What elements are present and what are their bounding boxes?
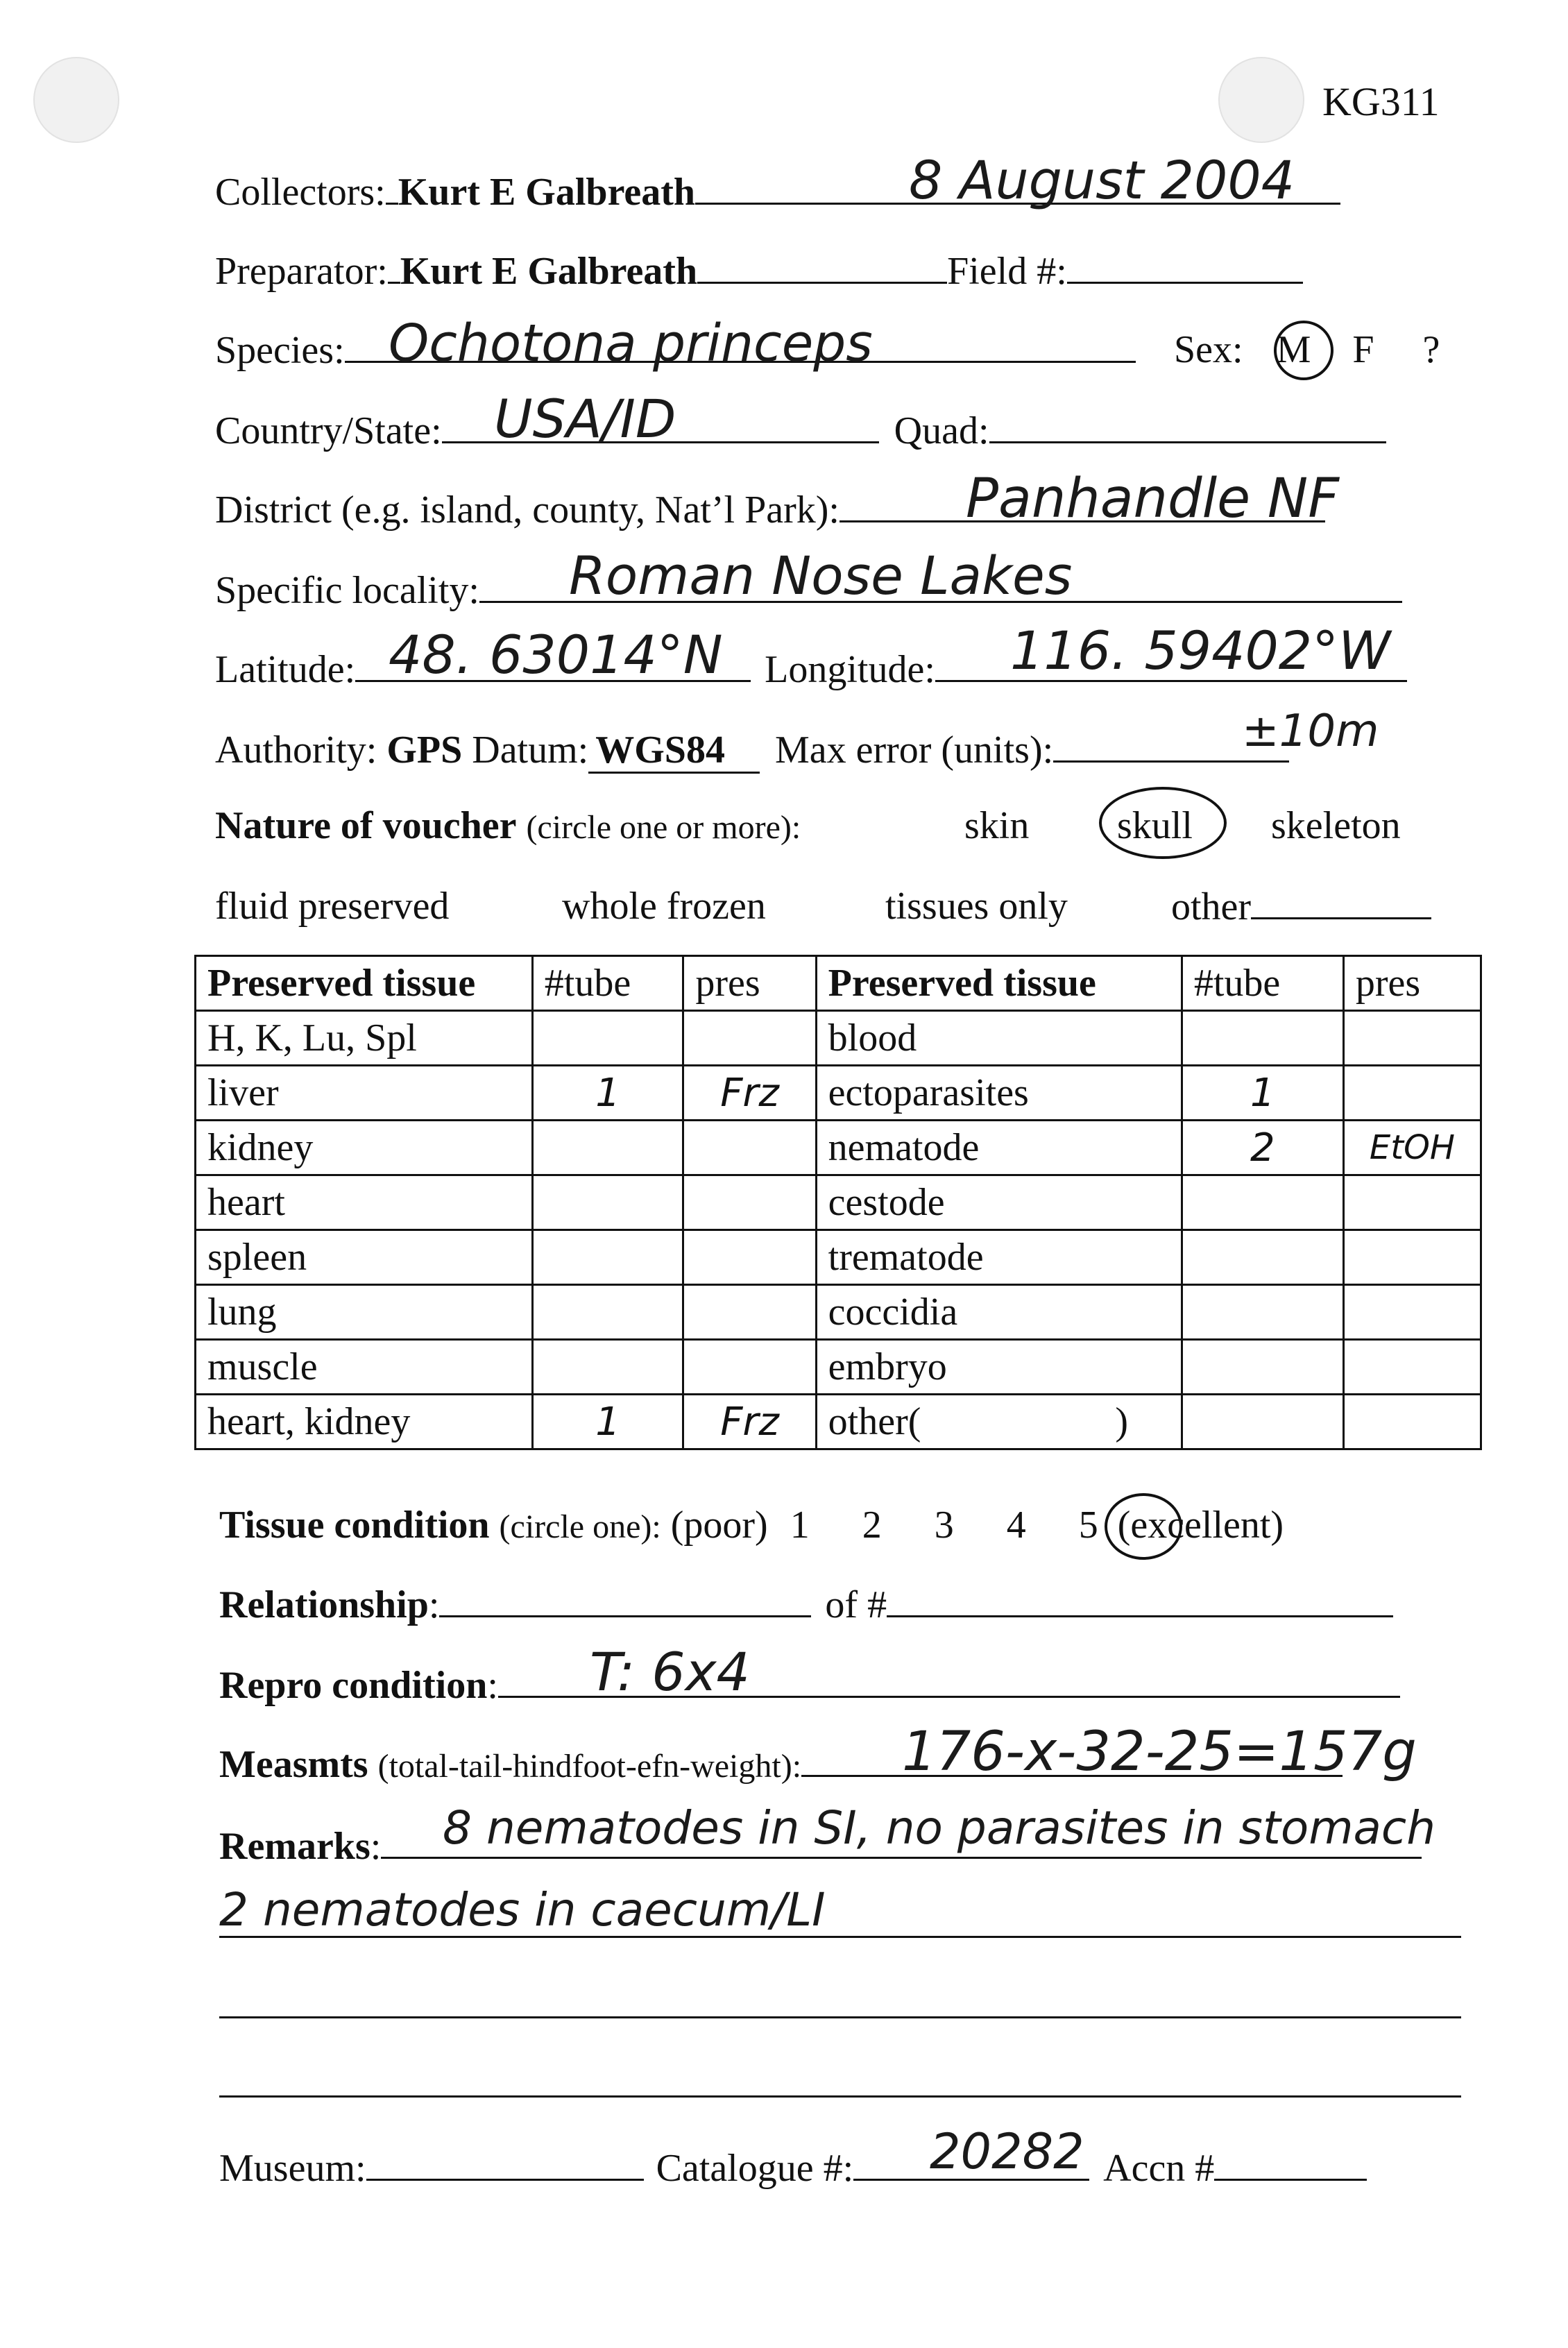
pres-cell: Frz — [683, 1066, 816, 1121]
repro-colon: : — [487, 1664, 498, 1707]
remarks-colon: : — [370, 1825, 382, 1868]
pres-cell — [1343, 1175, 1481, 1230]
remarks-line-2: 2 nematodes in caecum/LI — [219, 1883, 826, 1937]
condition-option-5: 5 — [1078, 1504, 1098, 1547]
tube-cell — [532, 1121, 683, 1175]
sex-option-unknown: ? — [1422, 328, 1440, 371]
voucher-option-other — [1171, 887, 1431, 926]
pres-cell — [683, 1175, 816, 1230]
datum-label: Datum: — [472, 729, 589, 772]
condition-selection-circle — [1105, 1493, 1182, 1560]
tube-cell: 2 — [1182, 1121, 1343, 1175]
country-label: Country/State: — [215, 409, 442, 452]
sex-label: Sex: — [1174, 328, 1243, 371]
relationship-colon: : — [428, 1583, 440, 1626]
max-error-label: Max error (units): — [774, 729, 1054, 772]
relationship-label: Relationship — [219, 1583, 429, 1626]
repro-value: T: 6x4 — [590, 1641, 750, 1703]
tube-cell — [532, 1340, 683, 1395]
max-error-value: ±10m — [1242, 706, 1379, 757]
tube-cell — [1182, 1395, 1343, 1449]
remarks-blank-3 — [219, 1986, 1461, 2025]
tube-cell — [1182, 1230, 1343, 1285]
footer-row — [219, 2148, 1367, 2188]
measurements-value: 176-x-32-25=157g — [902, 1721, 1417, 1783]
condition-option-3: 3 — [934, 1504, 954, 1547]
tube-cell — [532, 1285, 683, 1340]
sex-option-m: M — [1276, 328, 1311, 371]
tissue-cell: spleen — [196, 1230, 533, 1285]
header-pres-left: pres — [683, 956, 816, 1011]
tube-cell — [532, 1175, 683, 1230]
authority-gps: GPS — [386, 729, 463, 772]
condition-option-1: 1 — [790, 1504, 810, 1547]
condition-hint: (circle one): — [499, 1508, 661, 1545]
catalogue-value: 20282 — [930, 2123, 1084, 2180]
preparator-value: Kurt E Galbreath — [400, 250, 698, 293]
field-number-label: Field #: — [947, 250, 1067, 293]
tissue-cell: H, K, Lu, Spl — [196, 1011, 533, 1066]
species-value: Ochotona princeps — [389, 314, 873, 373]
voucher-row — [215, 806, 801, 845]
longitude-label: Longitude: — [765, 648, 935, 691]
tissue-cell: kidney — [196, 1121, 533, 1175]
tissue-cell: nematode — [816, 1121, 1182, 1175]
voucher-option-tissues: tissues only — [885, 885, 1068, 928]
voucher-option-frozen: whole frozen — [562, 885, 766, 928]
collectors-label: Collectors: — [215, 171, 386, 214]
collectors-value: Kurt E Galbreath — [398, 171, 696, 214]
condition-excellent: (excellent) — [1117, 1504, 1284, 1547]
voucher-label: Nature of voucher — [215, 804, 517, 847]
tube-cell: 1 — [1182, 1066, 1343, 1121]
sex-selection-circle — [1274, 321, 1333, 380]
pres-cell — [1343, 1011, 1481, 1066]
pres-cell — [1343, 1395, 1481, 1449]
condition-label: Tissue condition — [219, 1504, 490, 1547]
card-id: KG311 — [1322, 79, 1440, 124]
district-value: Panhandle NF — [966, 468, 1340, 530]
datum-value: WGS84 — [588, 729, 760, 774]
header-tube-right: #tube — [1182, 956, 1343, 1011]
tube-cell — [1182, 1175, 1343, 1230]
relationship-of-label: of # — [825, 1583, 887, 1626]
condition-option-4: 4 — [1006, 1504, 1026, 1547]
condition-poor: (poor) — [670, 1504, 768, 1547]
pres-cell: EtOH — [1343, 1121, 1481, 1175]
tissue-cell: cestode — [816, 1175, 1182, 1230]
table-row — [196, 1340, 1481, 1395]
authority-label: Authority: — [215, 729, 377, 772]
pres-cell — [683, 1230, 816, 1285]
accn-label: Accn # — [1103, 2147, 1215, 2190]
tissue-cell: liver — [196, 1066, 533, 1121]
measurements-label: Measmts — [219, 1743, 368, 1786]
header-tissue-left: Preserved tissue — [196, 956, 533, 1011]
voucher-selection-circle — [1099, 787, 1227, 859]
table-header-row — [196, 956, 1481, 1011]
tube-cell — [532, 1230, 683, 1285]
tissue-cell: coccidia — [816, 1285, 1182, 1340]
tissue-cell: trematode — [816, 1230, 1182, 1285]
remarks-label: Remarks — [219, 1825, 370, 1868]
district-label: District (e.g. island, county, Nat’l Park): — [215, 488, 840, 531]
pres-cell — [1343, 1066, 1481, 1121]
voucher-other-label: other — [1171, 885, 1252, 928]
preparator-row — [215, 251, 1303, 291]
country-row — [215, 411, 1386, 450]
authority-row — [215, 729, 1289, 772]
tube-cell — [1182, 1340, 1343, 1395]
punch-hole-right — [1218, 57, 1304, 143]
repro-label: Repro condition — [219, 1664, 488, 1707]
pres-cell — [1343, 1340, 1481, 1395]
relationship-row — [219, 1585, 1393, 1624]
voucher-option-skin: skin — [964, 804, 1030, 847]
latitude-label: Latitude: — [215, 648, 356, 691]
latitude-value: 48. 63014°N — [389, 624, 723, 686]
collection-date: 8 August 2004 — [909, 149, 1295, 211]
tissue-cell: other( ) — [816, 1395, 1182, 1449]
pres-cell — [1343, 1285, 1481, 1340]
remarks-line-1: 8 nematodes in SI, no parasites in stomach — [443, 1801, 1436, 1855]
sex-option-f: F — [1352, 328, 1374, 371]
tube-cell: 1 — [532, 1066, 683, 1121]
pres-cell — [683, 1285, 816, 1340]
voucher-hint: (circle one or more): — [526, 809, 801, 846]
table-row — [196, 1175, 1481, 1230]
tube-cell — [1182, 1011, 1343, 1066]
table-row — [196, 1395, 1481, 1449]
locality-label: Specific locality: — [215, 569, 479, 612]
repro-row — [219, 1665, 1400, 1705]
quad-label: Quad: — [894, 409, 989, 452]
species-label: Species: — [215, 329, 345, 372]
measurements-hint: (total-tail-hindfoot-efn-weight): — [377, 1748, 802, 1785]
pres-cell — [683, 1340, 816, 1395]
header-pres-right: pres — [1343, 956, 1481, 1011]
country-value: USA/ID — [494, 388, 676, 450]
table-row — [196, 1230, 1481, 1285]
voucher-option-skull: skull — [1117, 804, 1193, 847]
tissue-cell: blood — [816, 1011, 1182, 1066]
locality-value: Roman Nose Lakes — [569, 545, 1073, 606]
tube-cell: 1 — [532, 1395, 683, 1449]
punch-hole-left — [33, 57, 119, 143]
catalogue-label: Catalogue #: — [656, 2147, 854, 2190]
table-row — [196, 1066, 1481, 1121]
remarks-blank-4 — [219, 2065, 1461, 2104]
pres-cell — [1343, 1230, 1481, 1285]
header-tube-left: #tube — [532, 956, 683, 1011]
tissue-cell: heart, kidney — [196, 1395, 533, 1449]
pres-cell — [683, 1011, 816, 1066]
table-row — [196, 1285, 1481, 1340]
voucher-option-fluid: fluid preserved — [215, 885, 450, 928]
pres-cell: Frz — [683, 1395, 816, 1449]
tube-cell — [1182, 1285, 1343, 1340]
preserved-tissue-table — [194, 955, 1482, 1450]
tissue-cell: ectoparasites — [816, 1066, 1182, 1121]
preparator-label: Preparator: — [215, 250, 388, 293]
tissue-cell: heart — [196, 1175, 533, 1230]
tissue-cell: embryo — [816, 1340, 1182, 1395]
tissue-cell: muscle — [196, 1340, 533, 1395]
longitude-value: 116. 59402°W — [1010, 620, 1391, 681]
tube-cell — [532, 1011, 683, 1066]
voucher-option-skeleton: skeleton — [1271, 804, 1401, 847]
table-row — [196, 1011, 1481, 1066]
pres-cell — [683, 1121, 816, 1175]
header-tissue-right: Preserved tissue — [816, 956, 1182, 1011]
table-row — [196, 1121, 1481, 1175]
museum-label: Museum: — [219, 2147, 366, 2190]
condition-option-2: 2 — [862, 1504, 882, 1547]
tissue-cell: lung — [196, 1285, 533, 1340]
